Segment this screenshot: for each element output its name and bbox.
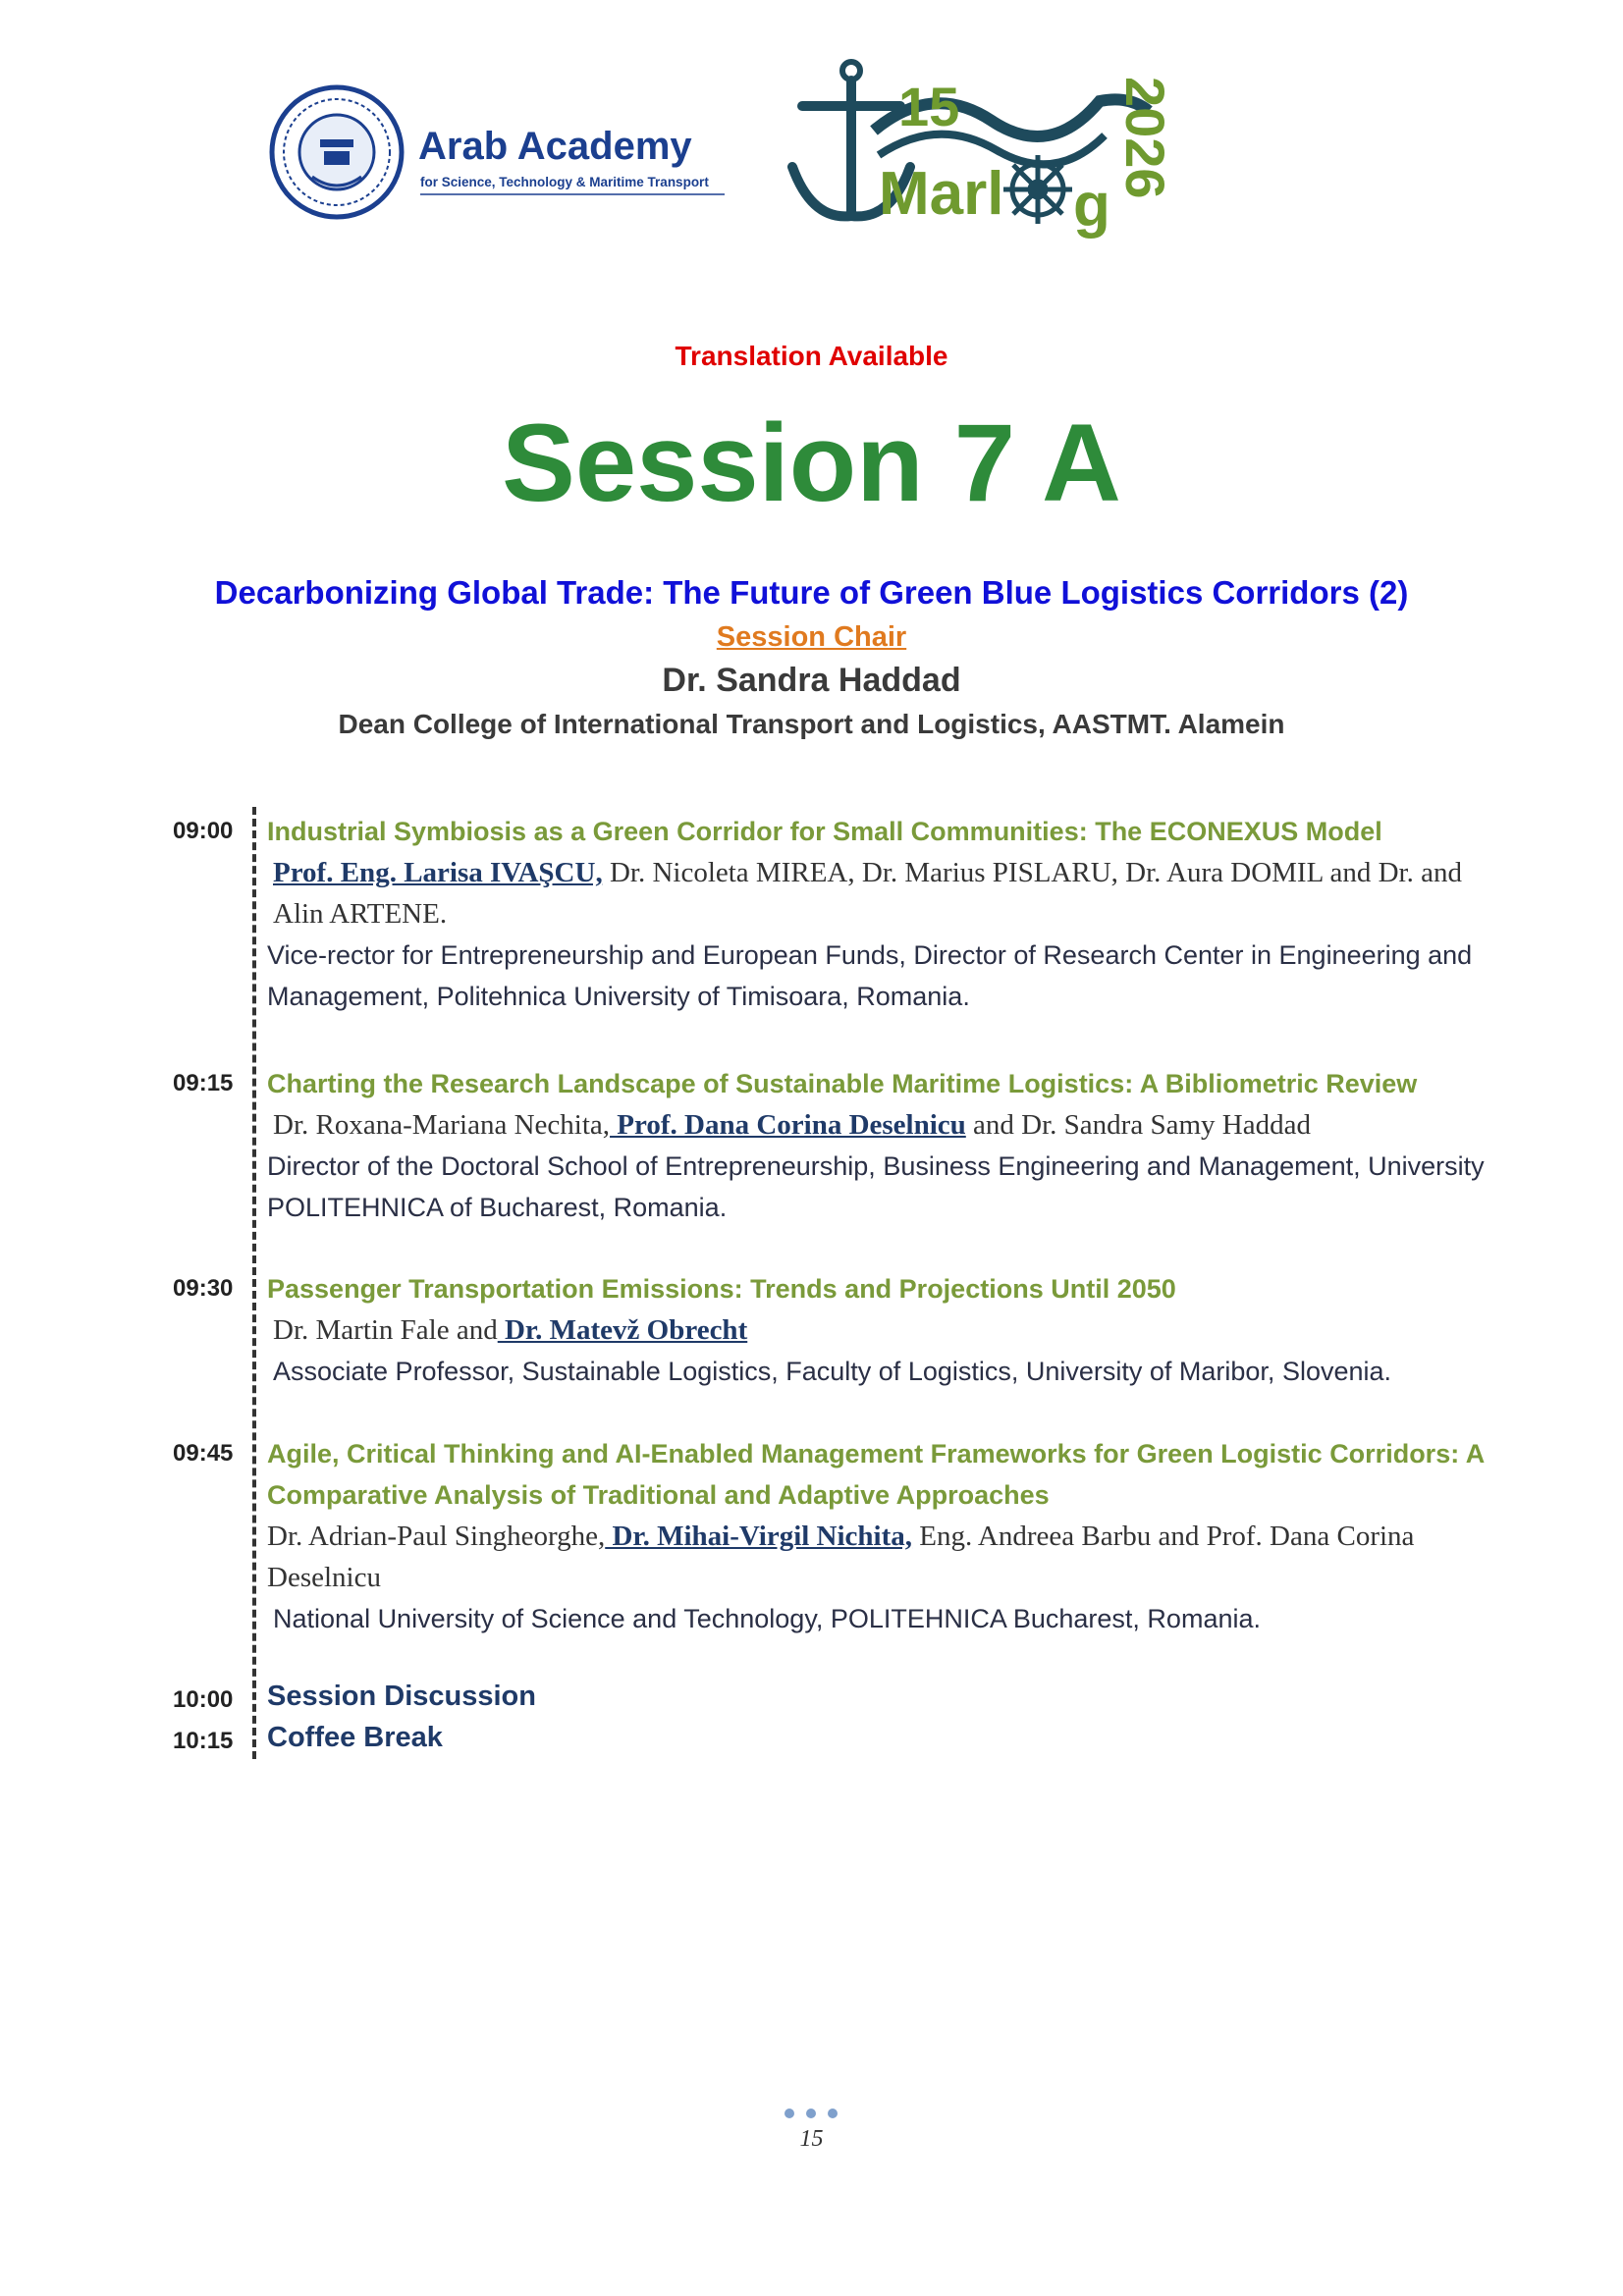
- session-subtitle: Decarbonizing Global Trade: The Future of Green Blue Logistics Corridors (2): [214, 574, 1409, 611]
- coauthors: Dr. Adrian-Paul Singheorghe,: [267, 1521, 606, 1552]
- presenting-author: Prof. Dana Corina Deselnicu: [610, 1109, 966, 1141]
- talk-time: 09:30: [173, 1275, 234, 1302]
- coauthors: Dr. Roxana-Mariana Nechita,: [273, 1109, 611, 1141]
- closing-time: 10:00: [173, 1686, 234, 1713]
- conference-year: 2026: [1114, 77, 1176, 199]
- academy-name: Arab Academy: [418, 125, 692, 168]
- coauthors: Eng. Andreea Barbu and Prof. Dana Corina Deselnicu: [267, 1521, 1415, 1593]
- coauthors: Dr. Martin Fale and: [273, 1314, 498, 1346]
- page-number: 15: [799, 2126, 824, 2152]
- coauthors: and Dr. Sandra Samy Haddad: [965, 1109, 1311, 1141]
- session-chair-label: Session Chair: [716, 621, 907, 653]
- timeline-divider: [252, 807, 256, 1759]
- talk-title: Passenger Transportation Emissions: Trends and Projections Until 2050: [267, 1274, 1176, 1304]
- talk-title: Charting the Research Landscape of Sustainable Maritime Logistics: A Bibliometric Review: [267, 1069, 1418, 1098]
- session-title: Session 7 A: [502, 401, 1121, 524]
- academy-tagline: for Science, Technology & Maritime Transport: [420, 175, 709, 189]
- conference-number: 15: [898, 76, 960, 137]
- session-chair-name: Dr. Sandra Haddad: [662, 662, 961, 699]
- talk-affiliation: Associate Professor, Sustainable Logistics, Faculty of Logistics, University of Maribor, Slovenia.: [273, 1357, 1392, 1386]
- talk-authors: [267, 852, 1485, 934]
- coauthors: Dr. Nicoleta MIREA, Dr. Marius PISLARU, Dr. Aura DOMIL and Dr. and Alin ARTENE.: [273, 857, 1462, 930]
- talk-time: 09:15: [173, 1070, 234, 1096]
- talk-item: [267, 1063, 1485, 1228]
- talk-authors: [267, 1516, 1485, 1598]
- arab-academy-logo: [263, 79, 734, 226]
- talk-time: 09:00: [173, 818, 234, 844]
- ship-wheel-icon: [1003, 155, 1072, 224]
- talk-item: [267, 811, 1485, 1017]
- talk-item: [267, 1433, 1485, 1639]
- marlog-logo: [781, 57, 1183, 243]
- talk-title: Agile, Critical Thinking and AI-Enabled Management Frameworks for Green Logistic Corridors: A Comparative Analysis of Traditional and Adaptive Approaches: [267, 1439, 1485, 1510]
- presenting-author: Dr. Matevž Obrecht: [497, 1314, 748, 1346]
- talk-time: 09:45: [173, 1440, 234, 1467]
- session-chair-affiliation: Dean College of International Transport and Logistics, AASTMT. Alamein: [338, 709, 1285, 739]
- academy-seal-icon: [272, 87, 402, 217]
- talk-title: Industrial Symbiosis as a Green Corridor for Small Communities: The ECONEXUS Model: [267, 817, 1382, 846]
- talk-affiliation: Vice-rector for Entrepreneurship and European Funds, Director of Research Center in Engineering and Management, Politehnica University of Timisoara, Romania.: [267, 940, 1473, 1011]
- talk-affiliation: National University of Science and Technology, POLITEHNICA Bucharest, Romania.: [273, 1604, 1261, 1633]
- coffee-break: Coffee Break: [267, 1722, 443, 1753]
- talk-affiliation: Director of the Doctoral School of Entrepreneurship, Business Engineering and Management, University POLITEHNICA of Bucharest, Romania.: [267, 1151, 1485, 1222]
- conference-name-part1: Marl: [879, 160, 1004, 228]
- talk-authors: [267, 1309, 1485, 1351]
- talk-item: [267, 1268, 1485, 1392]
- session-discussion: Session Discussion: [267, 1681, 536, 1712]
- presenting-author: Prof. Eng. Larisa IVAŞCU,: [273, 857, 603, 888]
- page-dots-icon: [782, 2107, 840, 2120]
- talk-authors: [267, 1104, 1485, 1146]
- translation-note: Translation Available: [675, 341, 948, 371]
- conference-name-part2: g: [1073, 172, 1110, 240]
- closing-time: 10:15: [173, 1728, 234, 1754]
- presenting-author: Dr. Mihai-Virgil Nichita,: [605, 1521, 913, 1552]
